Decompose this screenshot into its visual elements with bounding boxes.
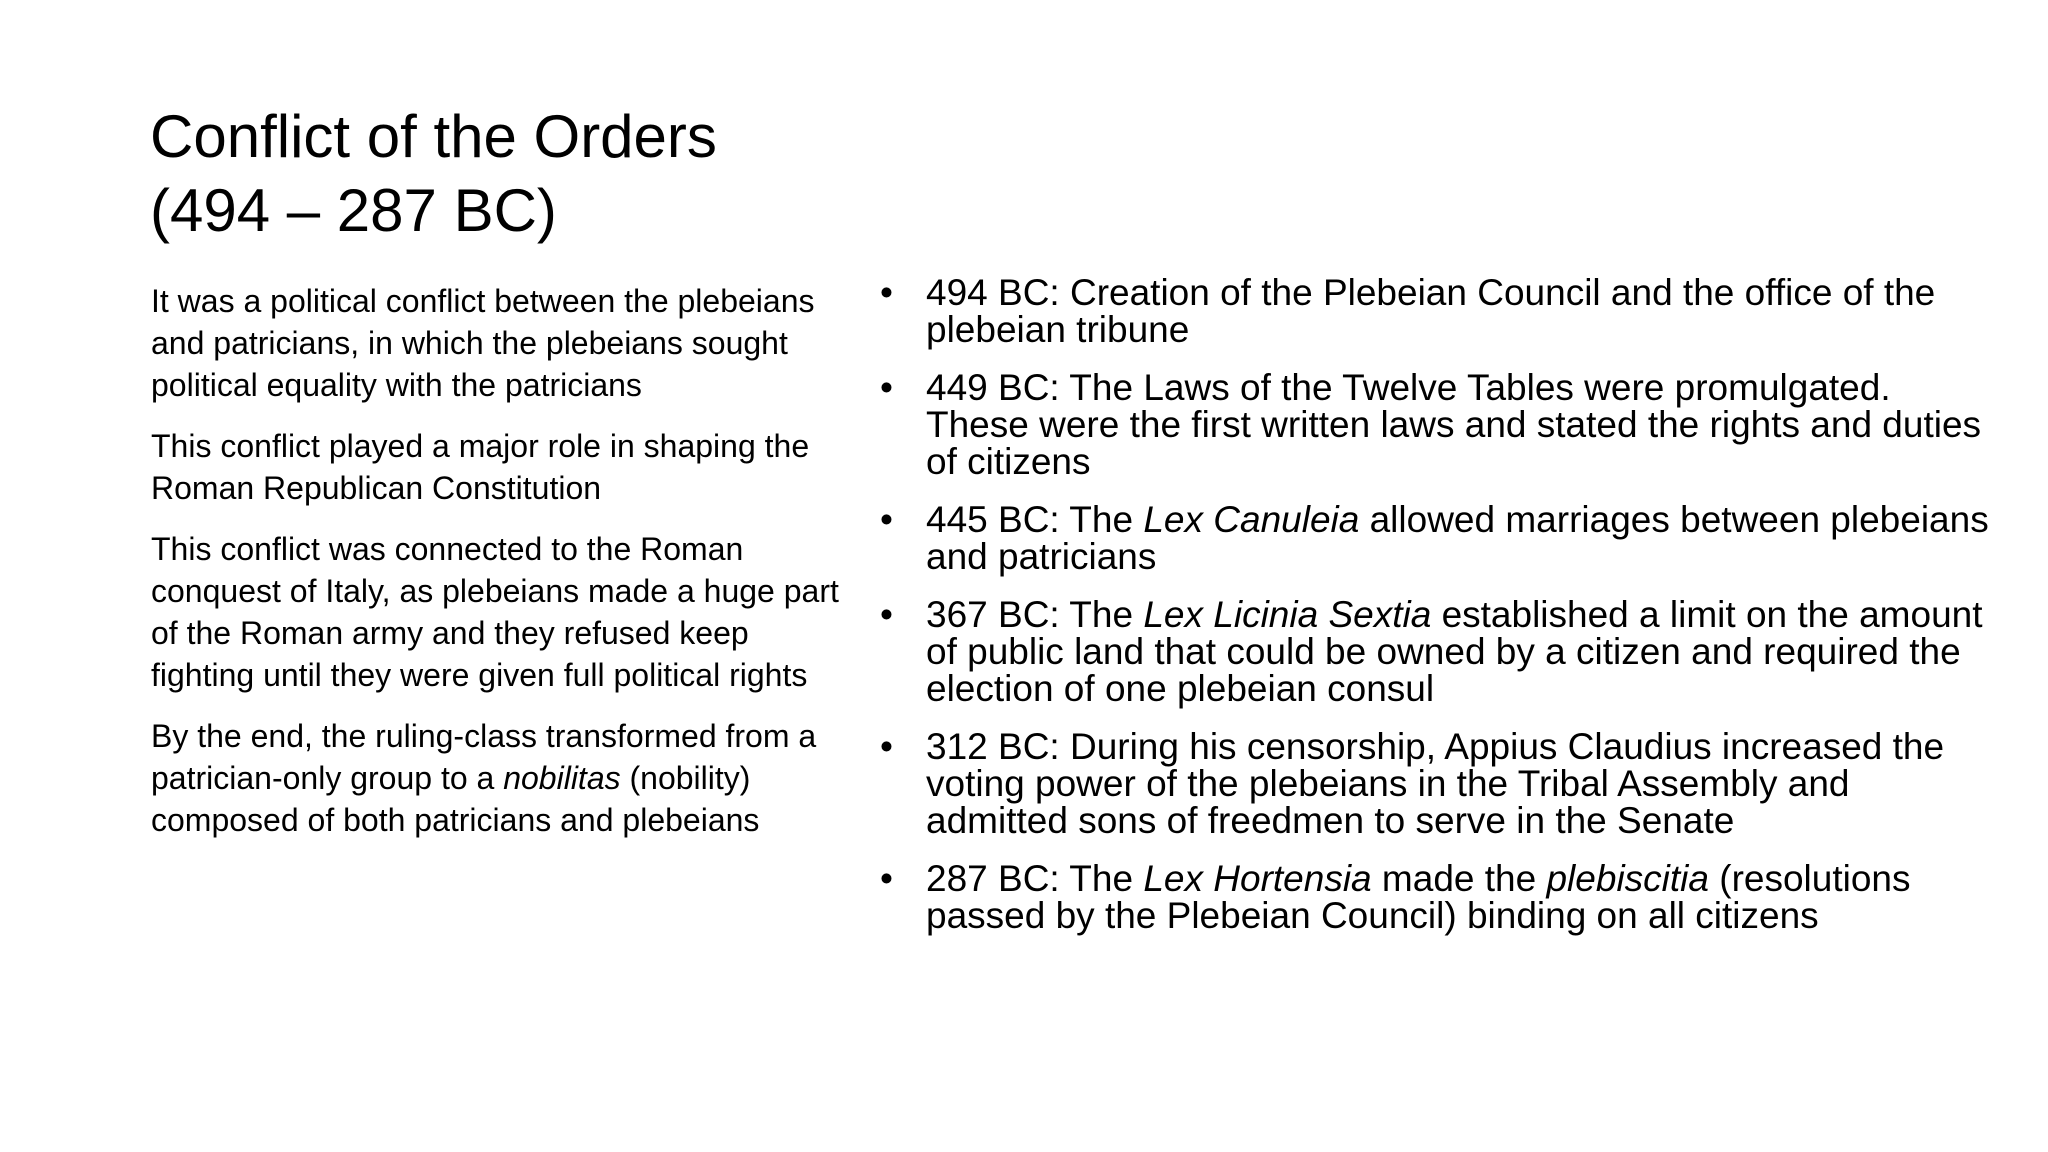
timeline-item-law-name: Lex Hortensia xyxy=(1143,858,1372,899)
paragraph-3: This conflict was connected to the Roman conquest of Italy, as plebeians made a huge part of the Roman army and they refused keep fighting until they were given full political rights xyxy=(151,531,839,693)
paragraph-4 xyxy=(151,715,851,841)
timeline-item-text: 312 BC: During his censorship, Appius Claudius increased the voting power of the plebeians in the Tribal Assembly and admitted sons of freedmen to serve in the Senate xyxy=(926,726,1945,841)
timeline-item-text: 449 BC: The Laws of the Twelve Tables were promulgated. These were the first written laws and stated the rights and duties of citizens xyxy=(926,367,1982,482)
timeline-item-law-name: Lex Licinia Sextia xyxy=(1143,594,1432,635)
left-text-column xyxy=(151,280,851,860)
bullet-icon: • xyxy=(880,594,893,635)
timeline-item xyxy=(880,728,1990,839)
paragraph-4-text-c: (nobility) composed of both patricians and plebeians xyxy=(151,760,760,838)
timeline-item xyxy=(880,274,1990,348)
paragraph-2: This conflict played a major role in shaping the Roman Republican Constitution xyxy=(151,428,810,506)
timeline-list xyxy=(880,274,1990,934)
timeline-item xyxy=(880,596,1990,707)
bullet-icon: • xyxy=(880,272,893,313)
timeline-item-text-e: (resolutions passed by the Plebeian Council) binding on all citizens xyxy=(926,858,1911,936)
timeline-item xyxy=(880,501,1990,575)
paragraph-1: It was a political conflict between the plebeians and patricians, in which the plebeians sought political equality with the patricians xyxy=(151,283,815,403)
timeline-item xyxy=(880,860,1990,934)
timeline-item xyxy=(880,369,1990,480)
timeline-bullet-column xyxy=(880,274,1990,955)
bullet-icon: • xyxy=(880,858,893,899)
timeline-item-text-a: 287 BC: The xyxy=(926,858,1144,899)
timeline-item-text-a: 367 BC: The xyxy=(926,594,1144,635)
slide-title-line-1: Conflict of the Orders xyxy=(150,103,717,170)
paragraph-4-text-a: By the end, the ruling-class transformed from a patrician-only group to a xyxy=(151,718,817,796)
timeline-item-text-a: 445 BC: The xyxy=(926,499,1144,540)
timeline-item-law-name: Lex Canuleia xyxy=(1143,499,1360,540)
timeline-item-term-plebiscitia: plebiscitia xyxy=(1546,858,1709,899)
paragraph-4-term-nobilitas: nobilitas xyxy=(503,760,621,796)
bullet-icon: • xyxy=(880,499,893,540)
timeline-item-text: 494 BC: Creation of the Plebeian Council and the office of the plebeian tribune xyxy=(926,272,1936,350)
timeline-item-text-c: established a limit on the amount of public land that could be owned by a citizen and required the election of one plebeian consul xyxy=(926,594,1983,709)
bullet-icon: • xyxy=(880,367,893,408)
slide-title-line-2: (494 – 287 BC) xyxy=(150,177,557,244)
bullet-icon: • xyxy=(880,726,893,767)
timeline-item-text-c: allowed marriages between plebeians and patricians xyxy=(926,499,1989,577)
timeline-item-text-c: made the xyxy=(1371,858,1547,899)
slide-title xyxy=(150,100,1350,248)
